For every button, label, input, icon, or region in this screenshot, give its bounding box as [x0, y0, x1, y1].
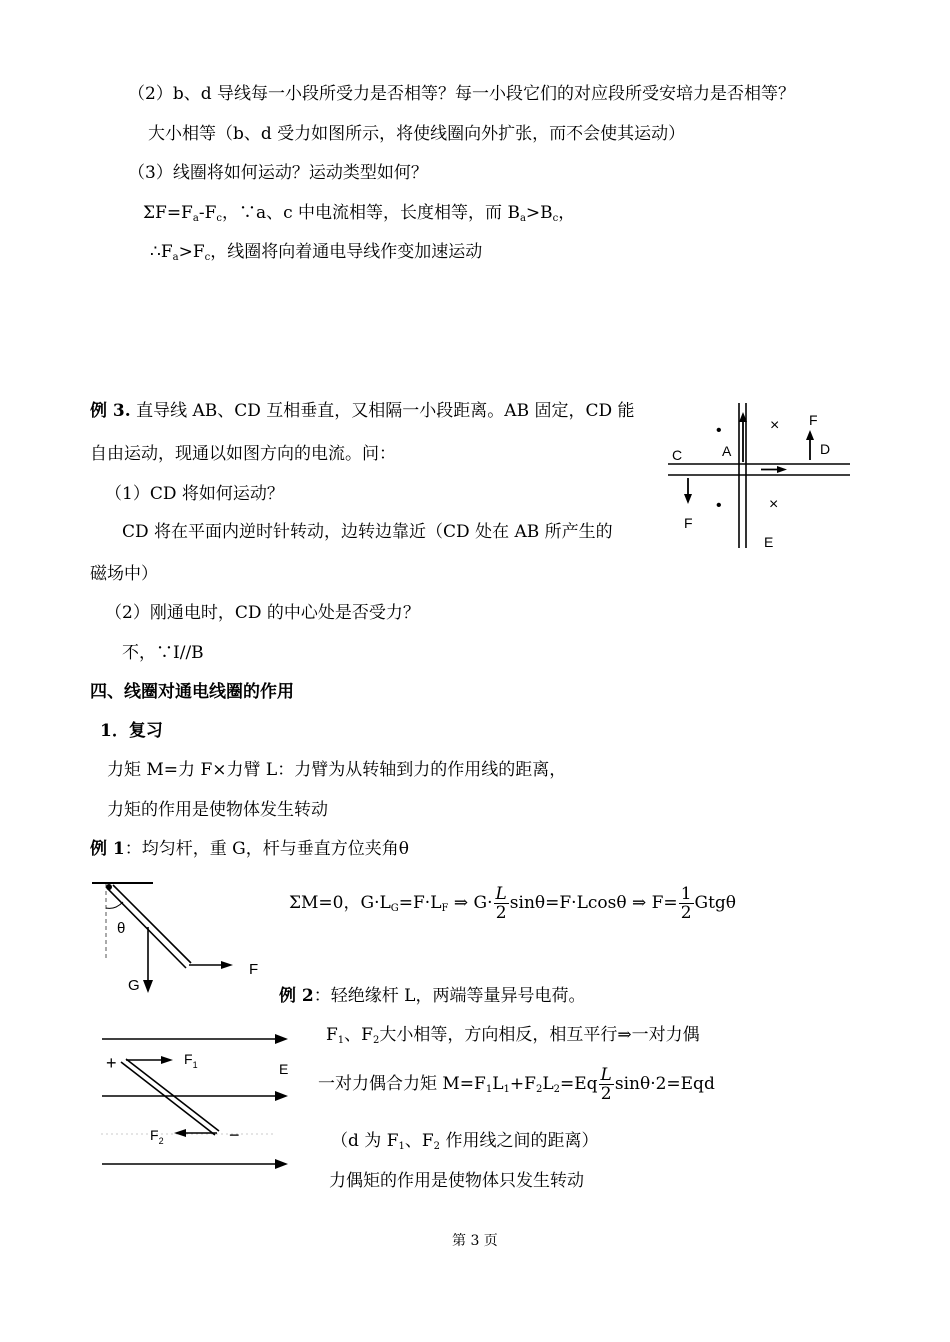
example3-intro-cont: 自由运动，现通以如图方向的电流。问：	[90, 444, 396, 464]
section-4-subheading: 1．复习	[100, 721, 163, 741]
example1-equation: ΣM=0，$G\cdot L_G=F\cdot L_F$ ⇒ G· $\frac{L}{2}$ sinθ=F·Lcosθ ⇒ F= $\frac{1}{2}$ Gtgθ	[289, 884, 737, 923]
f2-label: $F_2$	[150, 1127, 164, 1146]
answer-3-line2: $\therefore F_a>F_c$，线圈将向着通电导线作变加速运动	[150, 242, 483, 263]
example3-answer-1: CD 将在平面内逆时针转动，边转边靠近（CD 处在 AB 所产生的	[122, 522, 613, 542]
example3-intro: 例 3. 直导线 AB、CD 互相垂直，又相隔一小段距离。AB 固定，CD 能	[90, 401, 635, 421]
label-f-top: F	[809, 412, 818, 428]
f1-label: $F_1$	[184, 1051, 198, 1070]
minus-charge: −	[229, 1125, 240, 1145]
example2-intro: 例 2：轻绝缘杆 L，两端等量异号电荷。	[279, 986, 586, 1006]
field-label: E	[279, 1061, 289, 1077]
page-number: 第 3 页	[452, 1233, 498, 1249]
example2-line4: 力偶矩的作用是使物体只发生转动	[329, 1171, 584, 1191]
insulating-rod	[121, 1059, 219, 1135]
label-a: A	[722, 443, 732, 459]
theta-label: θ	[117, 920, 126, 937]
torque-effect: 力矩的作用是使物体发生转动	[107, 800, 328, 820]
question-2: （2）b、d 导线每一小段所受力是否相等？每一小段它们的对应段所受安培力是否相等？	[128, 84, 795, 104]
gravity-label: G	[128, 977, 140, 994]
example3-wire-diagram	[666, 398, 856, 558]
label-c: C	[672, 447, 683, 463]
example1-rod-diagram	[90, 876, 270, 996]
dot-symbol-top: •	[716, 422, 722, 439]
fraction-1-over-2: $\frac{1}{2}$	[680, 884, 692, 923]
example2-line3: （d 为 $F_1$、$F_2$ 作用线之间的距离）	[331, 1131, 599, 1152]
cross-symbol-top: ×	[770, 417, 780, 434]
example3-answer-1-cont: 磁场中）	[90, 564, 158, 584]
dot-symbol-bottom: •	[716, 497, 722, 514]
example1-intro: 例 1：均匀杆，重 G，杆与垂直方位夹角θ	[90, 839, 409, 859]
torque-definition: 力矩 M=力 F×力臂 L：力臂为从转轴到力的作用线的距离，	[107, 760, 567, 780]
example2-line1: $F_1$、$F_2$大小相等，方向相反，相互平行⇒一对力偶	[326, 1025, 700, 1046]
answer-3-line1: $\Sigma F=F_a-F_c$，∵a、c 中电流相等，长度相等，而 $B_a>B_c$，	[143, 203, 576, 224]
example3-answer-2: 不，∵I//B	[122, 643, 204, 663]
fraction-l-over-2: $\frac{L}{2}$	[600, 1065, 612, 1104]
fraction-l-over-2: $\frac{L}{2}$	[495, 884, 507, 923]
label-d: D	[820, 441, 831, 457]
example2-dipole-diagram	[98, 1024, 308, 1184]
example3-question-2: （2）刚通电时，CD 的中心处是否受力？	[105, 603, 420, 623]
angle-arc	[106, 902, 123, 908]
question-3: （3）线圈将如何运动？运动类型如何？	[128, 163, 428, 183]
example3-question-1: （1）CD 将如何运动？	[105, 484, 284, 504]
answer-2: 大小相等（b、d 受力如图所示，将使线圈向外扩张，而不会使其运动）	[148, 124, 686, 144]
example2-line2: 一对力偶合力矩 $M=F_1L_1+F_2L_2=Eq$ $\frac{L}{2}$ sinθ·2=Eqd	[318, 1065, 715, 1104]
label-e: E	[764, 534, 774, 550]
label-f-bottom: F	[684, 515, 693, 531]
wire-cd	[668, 464, 850, 475]
force-label: F	[249, 961, 259, 978]
plus-charge: +	[106, 1053, 117, 1073]
section-4-heading: 四、线圈对通电线圈的作用	[90, 682, 294, 702]
cross-symbol-bottom: ×	[769, 496, 779, 513]
